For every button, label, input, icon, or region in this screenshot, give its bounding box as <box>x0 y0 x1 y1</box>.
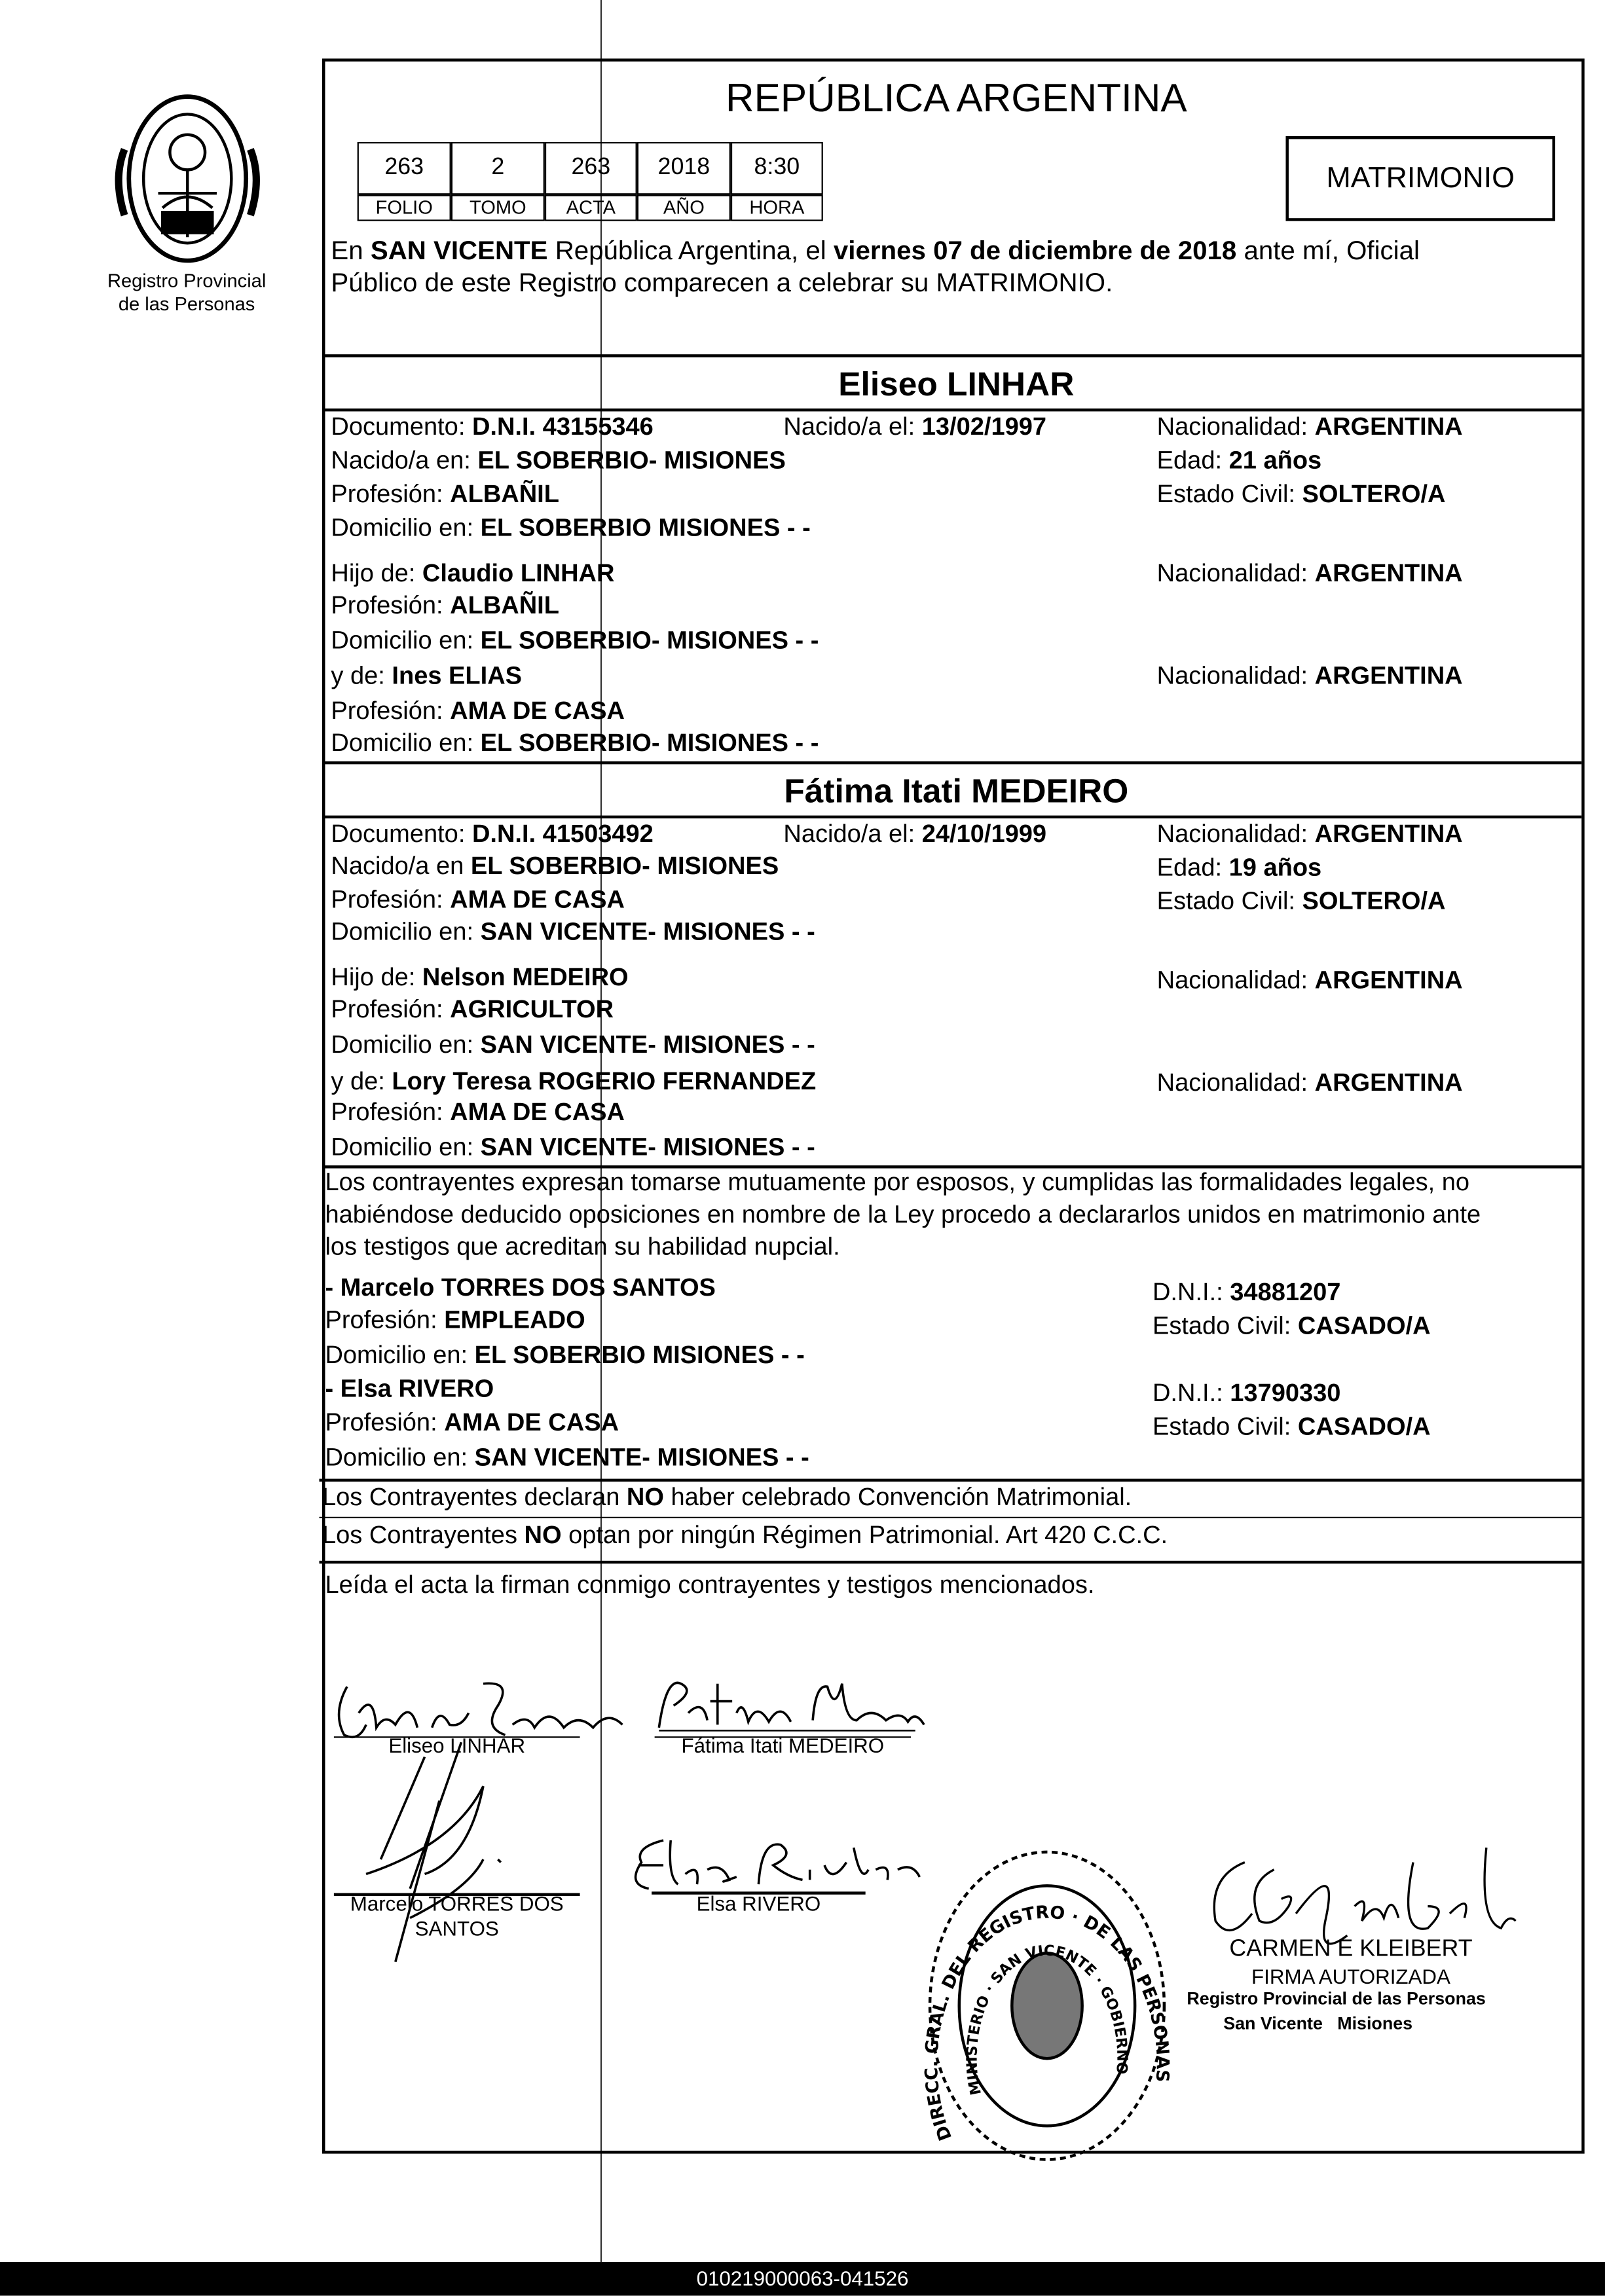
groom-document: Documento: D.N.I. 43155346 <box>331 412 654 441</box>
declaration-line3: los testigos que acreditan su habilidad nupcial. <box>325 1232 840 1261</box>
bride-name-heading: Fátima Itati MEDEIRO <box>784 771 1129 810</box>
witness1-dni: D.N.I.: 34881207 <box>1152 1278 1341 1306</box>
witness2-name: - Elsa RIVERO <box>325 1374 494 1403</box>
convention-line2: Los Contrayentes NO optan por ningún Régimen Patrimonial. Art 420 C.C.C. <box>322 1521 1168 1550</box>
divider <box>322 409 1581 411</box>
folio-label: FOLIO <box>358 194 451 221</box>
logo-caption-line2: de las Personas <box>118 293 255 315</box>
groom-mother: y de: Ines ELIAS <box>331 661 523 690</box>
province-seal-logo <box>110 91 265 266</box>
convention-line1: Los Contrayentes declaran NO haber celebrado Convención Matrimonial. <box>322 1483 1132 1511</box>
groom-birth-date: Nacido/a el: 13/02/1997 <box>783 412 1047 441</box>
officer-role: FIRMA AUTORIZADA <box>1251 1965 1450 1988</box>
groom-mother-profession: Profesión: AMA DE CASA <box>331 697 625 725</box>
anio-value: 2018 <box>637 142 731 195</box>
witness2-signature <box>627 1833 934 1899</box>
hora-value: 8:30 <box>731 142 823 195</box>
folio-value: 263 <box>358 142 451 195</box>
act-type: MATRIMONIO <box>1326 162 1515 195</box>
witness2-domicile: Domicilio en: SAN VICENTE- MISIONES - - <box>325 1443 809 1472</box>
closing-text: Leída el acta la firman conmigo contrayentes y testigos mencionados. <box>325 1571 1095 1599</box>
bride-document: Documento: D.N.I. 41503492 <box>331 820 654 848</box>
groom-signature-label: Eliseo LINHAR <box>388 1733 526 1757</box>
bride-birthplace: Nacido/a en EL SOBERBIO- MISIONES <box>331 852 779 881</box>
bride-father-profession: Profesión: AGRICULTOR <box>331 995 614 1024</box>
witness2-profession: Profesión: AMA DE CASA <box>325 1408 619 1436</box>
anio-label: AÑO <box>637 194 731 221</box>
officer-location: San Vicente Misiones <box>1223 2013 1413 2034</box>
logo-caption-line1: Registro Provincial <box>107 269 267 292</box>
bride-profession: Profesión: AMA DE CASA <box>331 885 625 914</box>
declaration-line1: Los contrayentes expresan tomarse mutuamente por esposos, y cumplidas las formalidades legales, no <box>325 1168 1470 1197</box>
bride-father: Hijo de: Nelson MEDEIRO <box>331 963 629 991</box>
divider <box>320 1479 1582 1482</box>
witness1-name: - Marcelo TORRES DOS SANTOS <box>325 1273 716 1302</box>
official-stamp <box>900 1845 1193 2181</box>
divider <box>320 1561 1582 1563</box>
bride-father-domicile: Domicilio en: SAN VICENTE- MISIONES - - <box>331 1030 815 1059</box>
bride-civil-status: Estado Civil: SOLTERO/A <box>1156 887 1446 915</box>
bride-mother-domicile: Domicilio en: SAN VICENTE- MISIONES - - <box>331 1133 815 1161</box>
groom-civil-status: Estado Civil: SOLTERO/A <box>1156 480 1446 508</box>
witness1-civil-status: Estado Civil: CASADO/A <box>1152 1311 1431 1340</box>
bride-signature <box>652 1669 930 1742</box>
groom-father-profession: Profesión: ALBAÑIL <box>331 591 559 619</box>
document-code: 010219000063-041526 <box>696 2266 909 2290</box>
acta-value: 263 <box>545 142 637 195</box>
acta-label: ACTA <box>545 194 637 221</box>
groom-birthplace: Nacido/a en: EL SOBERBIO- MISIONES <box>331 446 786 475</box>
groom-profession: Profesión: ALBAÑIL <box>331 480 559 508</box>
bride-signature-label: Fátima Itati MEDEIRO <box>681 1733 885 1757</box>
hora-label: HORA <box>731 194 823 221</box>
tomo-label: TOMO <box>451 194 545 221</box>
bride-birth-date: Nacido/a el: 24/10/1999 <box>783 820 1047 848</box>
groom-mother-domicile: Domicilio en: EL SOBERBIO- MISIONES - - <box>331 729 819 757</box>
groom-nationality: Nacionalidad: ARGENTINA <box>1156 412 1463 441</box>
bride-mother-nationality: Nacionalidad: ARGENTINA <box>1156 1068 1463 1097</box>
divider <box>322 761 1581 764</box>
act-type-box <box>1285 136 1555 221</box>
groom-father: Hijo de: Claudio LINHAR <box>331 559 615 587</box>
groom-father-domicile: Domicilio en: EL SOBERBIO- MISIONES - - <box>331 627 819 655</box>
witness2-signature-label: Elsa RIVERO <box>696 1891 821 1916</box>
bride-domicile: Domicilio en: SAN VICENTE- MISIONES - - <box>331 918 815 946</box>
bride-father-nationality: Nacionalidad: ARGENTINA <box>1156 966 1463 994</box>
intro-line2: Público de este Registro comparecen a celebrar su MATRIMONIO. <box>331 268 1113 297</box>
groom-age: Edad: 21 años <box>1156 446 1322 475</box>
bride-age: Edad: 19 años <box>1156 853 1322 882</box>
divider <box>322 816 1581 818</box>
tomo-value: 2 <box>451 142 545 195</box>
groom-father-nationality: Nacionalidad: ARGENTINA <box>1156 559 1463 587</box>
bride-mother: y de: Lory Teresa ROGERIO FERNANDEZ <box>331 1067 817 1095</box>
witness1-domicile: Domicilio en: EL SOBERBIO MISIONES - - <box>325 1341 805 1369</box>
witness1-profession: Profesión: EMPLEADO <box>325 1305 585 1334</box>
witness2-civil-status: Estado Civil: CASADO/A <box>1152 1413 1431 1441</box>
groom-mother-nationality: Nacionalidad: ARGENTINA <box>1156 661 1463 690</box>
intro-line1: En SAN VICENTE República Argentina, el viernes 07 de diciembre de 2018 ante mí, Oficial <box>331 236 1420 265</box>
svg-text:DIRECC. GRAL. DEL REGISTRO · D: DIRECC. GRAL. DEL REGISTRO · DE LAS PERSONAS <box>921 1902 1173 2143</box>
officer-office: Registro Provincial de las Personas <box>1187 1988 1486 2009</box>
certificate-title: REPÚBLICA ARGENTINA <box>725 76 1187 120</box>
declaration-line2: habiéndose deducido oposiciones en nombre de la Ley procedo a declararlos unidos en matrimonio ante <box>325 1200 1481 1229</box>
bride-nationality: Nacionalidad: ARGENTINA <box>1156 820 1463 848</box>
groom-name-heading: Eliseo LINHAR <box>838 364 1075 403</box>
divider <box>320 1517 1582 1518</box>
footer-bar <box>0 2262 1605 2295</box>
svg-text:MINISTERIO · SAN VICENTE · GOB: MINISTERIO · SAN VICENTE · GOBIERNO <box>963 1942 1131 2097</box>
witness2-dni: D.N.I.: 13790330 <box>1152 1379 1341 1408</box>
witness1-signature-label-line1: Marcelo TORRES DOS <box>350 1891 564 1916</box>
divider <box>322 354 1581 357</box>
officer-name: CARMEN E KLEIBERT <box>1229 1937 1473 1962</box>
witness1-signature-label-line2: SANTOS <box>415 1916 499 1941</box>
bride-mother-profession: Profesión: AMA DE CASA <box>331 1098 625 1126</box>
groom-domicile: Domicilio en: EL SOBERBIO MISIONES - - <box>331 513 811 542</box>
